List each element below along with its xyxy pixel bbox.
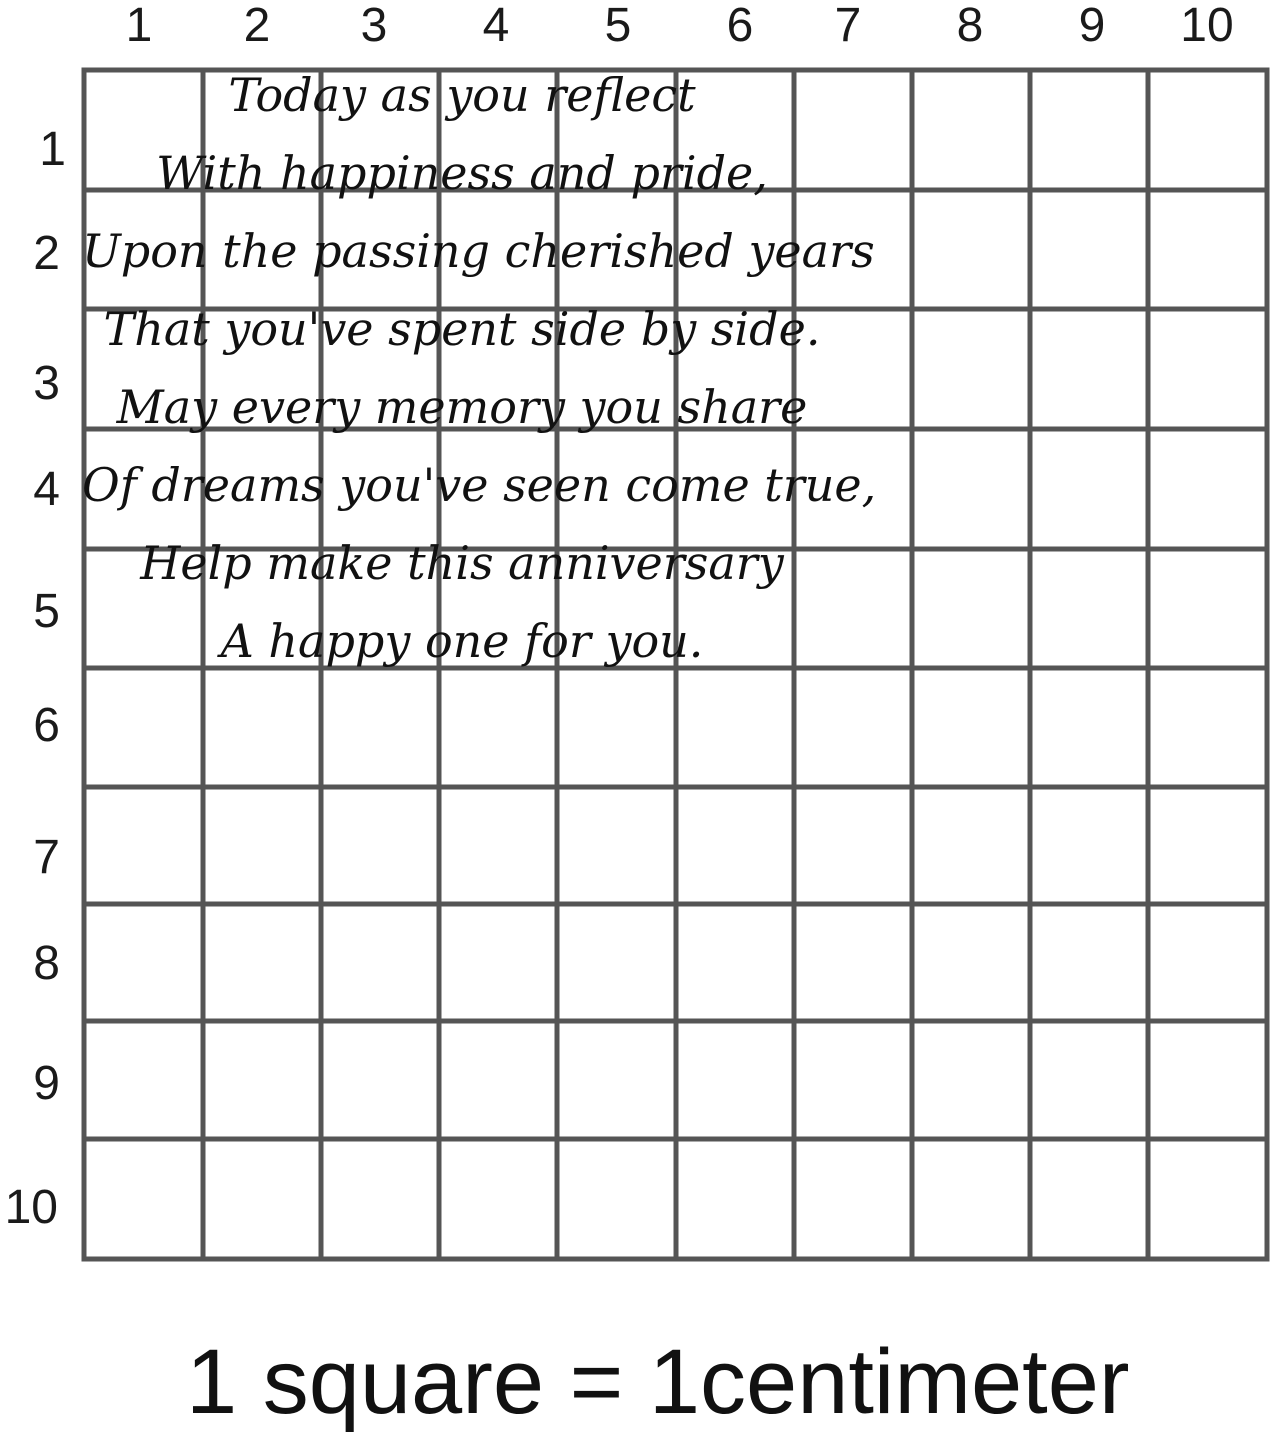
column-label-7: 7 bbox=[834, 0, 862, 52]
column-label-8: 8 bbox=[956, 0, 984, 52]
column-label-4: 4 bbox=[482, 0, 510, 52]
poem-line-1: Today as you reflect bbox=[228, 68, 696, 122]
column-label-2: 2 bbox=[243, 0, 271, 52]
poem-line-8: A happy one for you. bbox=[220, 614, 704, 668]
poem-line-5: May every memory you share bbox=[116, 380, 808, 434]
row-label-8: 8 bbox=[33, 937, 60, 990]
poem-line-2: With happiness and pride, bbox=[156, 146, 768, 200]
poem-line-4: That you've spent side by side. bbox=[103, 302, 821, 356]
row-label-5: 5 bbox=[33, 585, 60, 638]
scale-note: 1 square = 1centimeter bbox=[186, 1331, 1130, 1433]
poem-line-3: Upon the passing cherished years bbox=[82, 224, 875, 278]
row-label-2: 2 bbox=[33, 227, 60, 280]
row-label-3: 3 bbox=[33, 357, 60, 410]
column-label-10: 10 bbox=[1180, 0, 1234, 52]
row-label-7: 7 bbox=[33, 831, 60, 884]
row-label-10: 10 bbox=[4, 1181, 58, 1234]
poem-line-7: Help make this anniversary bbox=[140, 536, 784, 590]
column-label-1: 1 bbox=[125, 0, 153, 52]
poem-line-6: Of dreams you've seen come true, bbox=[82, 458, 877, 512]
row-label-9: 9 bbox=[33, 1057, 60, 1110]
row-label-4: 4 bbox=[33, 463, 60, 516]
column-label-6: 6 bbox=[726, 0, 754, 52]
column-label-5: 5 bbox=[604, 0, 632, 52]
column-label-9: 9 bbox=[1078, 0, 1106, 52]
column-label-3: 3 bbox=[360, 0, 388, 52]
row-label-6: 6 bbox=[33, 699, 60, 752]
row-label-1: 1 bbox=[39, 123, 66, 176]
